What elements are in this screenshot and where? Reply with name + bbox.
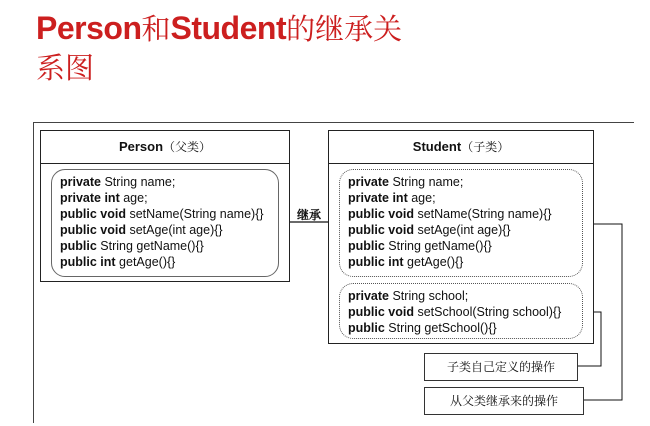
- member-line: public int getAge(){}: [348, 255, 464, 269]
- student-own-members: [339, 283, 583, 339]
- student-inherited-members: [339, 169, 583, 277]
- title-person: Person: [36, 10, 142, 46]
- member-line: private int age;: [60, 191, 148, 205]
- student-class-name: Student: [412, 139, 462, 154]
- member-line: private String name;: [60, 175, 176, 189]
- inherit-label: 继承: [297, 208, 322, 222]
- member-line: private String school;: [348, 289, 469, 303]
- member-line: public void setSchool(String school){}: [348, 305, 562, 319]
- title-line2-text: 系图: [36, 51, 95, 85]
- title-rest: 的继承关: [286, 12, 403, 46]
- member-line: public String getName(){}: [348, 239, 492, 253]
- person-class-header: [41, 131, 289, 164]
- member-line: public void setName(String name){}: [348, 207, 552, 221]
- member-line: public String getName(){}: [60, 239, 204, 253]
- person-class-role: （父类）: [163, 140, 212, 154]
- student-class-box: [328, 130, 594, 344]
- note-inherited-operations: 从父类继承来的操作: [424, 387, 584, 415]
- member-line: private String name;: [348, 175, 464, 189]
- member-line: public void setAge(int age){}: [348, 223, 511, 237]
- title-student: Student: [170, 10, 287, 46]
- student-class-role: （子类）: [461, 140, 510, 154]
- person-class-box: [40, 130, 290, 282]
- member-line: public void setAge(int age){}: [60, 223, 223, 237]
- person-class-name: Person: [118, 139, 164, 154]
- member-line: public String getSchool(){}: [348, 321, 497, 335]
- note-own-operations: 子类自己定义的操作: [424, 353, 578, 381]
- member-line: private int age;: [348, 191, 436, 205]
- person-members: [51, 169, 279, 277]
- student-class-header: [329, 131, 593, 164]
- member-line: public void setName(String name){}: [60, 207, 264, 221]
- title-he: 和: [141, 12, 171, 46]
- member-line: public int getAge(){}: [60, 255, 176, 269]
